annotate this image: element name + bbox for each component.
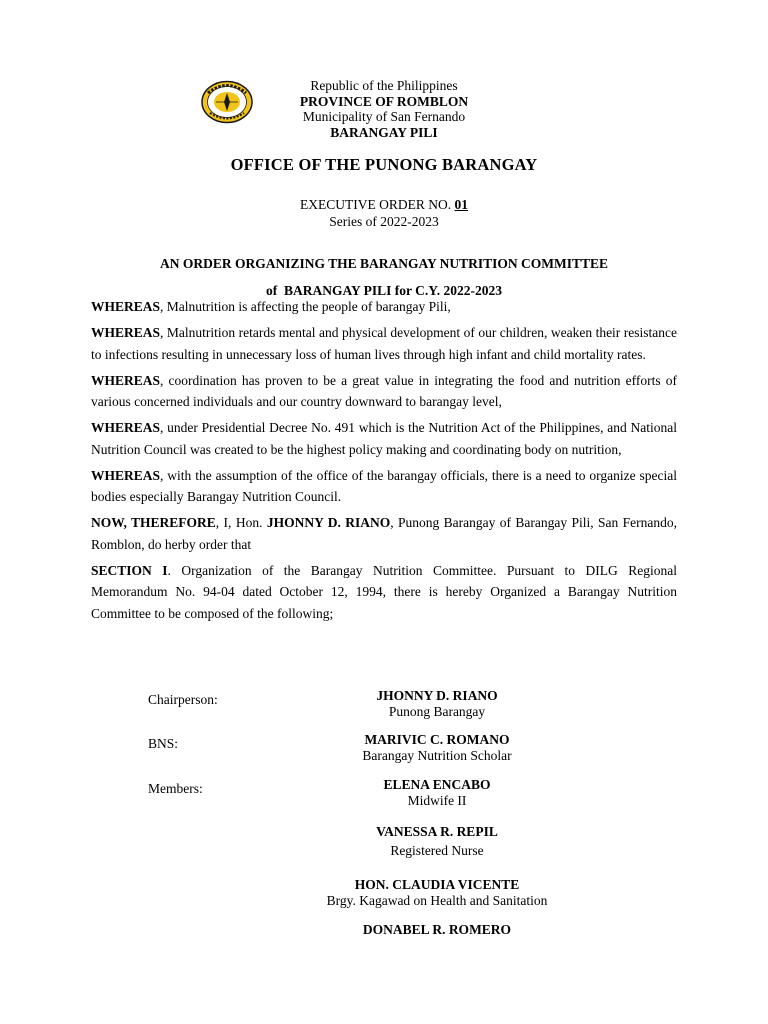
whereas-paragraph <box>91 417 677 460</box>
executive-order-number-line <box>0 196 768 213</box>
paragraph-lead: WHEREAS <box>91 299 161 314</box>
paragraph-lead: WHEREAS <box>91 467 161 483</box>
members-label: Members: <box>148 781 203 796</box>
executive-order-heading <box>0 196 768 230</box>
executive-order-number: 01 <box>454 197 468 212</box>
executive-order-series: Series of 2022-2023 <box>329 214 439 229</box>
whereas-paragraph <box>91 370 677 413</box>
member-name: ELENA ENCABO <box>383 777 491 792</box>
committee-member <box>287 877 587 909</box>
paragraph-text: , with the assumption of the office of the barangay officials, there is a need to organize special bodies especially Barangay Nutrition Council. <box>91 467 677 504</box>
whereas-paragraph <box>91 296 677 318</box>
office-title: OFFICE OF THE PUNONG BARANGAY <box>230 155 538 174</box>
member-name: DONABEL R. ROMERO <box>362 922 512 937</box>
order-body <box>91 296 677 629</box>
bns-label: BNS: <box>148 736 179 751</box>
paragraph-text: , coordination has proven to be a great value in integrating the food and nutrition efforts of various concerned individuals and our country downward to barangay level, <box>91 372 677 409</box>
member-title: Midwife II <box>407 793 467 808</box>
member-title: Registered Nurse <box>390 843 484 858</box>
member-title: Brgy. Kagawad on Health and Sanitation <box>326 893 548 908</box>
barangay-line: BARANGAY PILI <box>330 124 438 140</box>
committee-member <box>287 732 587 764</box>
republic-line: Republic of the Philippines <box>310 78 458 93</box>
punong-barangay-name: JHONNY D. RIANO <box>266 515 391 530</box>
order-title-line-1: AN ORDER ORGANIZING THE BARANGAY NUTRITION COMMITTEE <box>159 256 609 271</box>
order-title-line-2: of BARANGAY PILI for C.Y. 2022-2023 <box>265 283 502 298</box>
paragraph-text: , Punong Barangay of Barangay Pili, San Fernando, Romblon, do herby order that <box>91 515 678 552</box>
paragraph-text: , Malnutrition is affecting the people of barangay Pili, <box>160 299 451 314</box>
paragraph-text: , I, Hon. <box>215 515 267 530</box>
letterhead <box>234 78 534 140</box>
member-name: VANESSA R. REPIL <box>376 824 498 839</box>
paragraph-lead: WHEREAS <box>91 372 161 388</box>
paragraph-lead: WHEREAS <box>91 420 161 435</box>
chairperson-label: Chairperson: <box>148 692 218 707</box>
committee-member <box>287 824 587 859</box>
province-line: PROVINCE OF ROMBLON <box>299 93 469 109</box>
paragraph-lead: NOW, THEREFORE <box>91 515 216 530</box>
executive-order-label: EXECUTIVE ORDER NO. <box>300 197 455 212</box>
member-title: Barangay Nutrition Scholar <box>362 748 512 763</box>
paragraph-text: , Malnutrition retards mental and physical development of our children, weaken their resistance to infections resulting in unnecessary loss of human lives through high infant and child mortality rates. <box>91 325 677 362</box>
section-text: . Organization of the Barangay Nutrition Committee. Pursuant to DILG Regional Memorandum No. 94-04 dated October 12, 1994, there is hereby Organized a Barangay Nutrition Committee to be composed of the following; <box>91 562 677 621</box>
whereas-paragraph <box>91 465 677 508</box>
now-therefore-paragraph <box>91 512 677 555</box>
committee-member <box>287 922 587 938</box>
member-name: HON. CLAUDIA VICENTE <box>354 877 520 892</box>
paragraph-lead: WHEREAS <box>91 325 161 340</box>
section-lead: SECTION I <box>91 562 168 578</box>
member-name: JHONNY D. RIANO <box>376 688 498 703</box>
paragraph-text: , under Presidential Decree No. 491 which is the Nutrition Act of the Philippines, and National Nutrition Council was created to be the highest policy making and coordinating body on nutrition, <box>91 420 677 457</box>
municipality-line: Municipality of San Fernando <box>302 109 466 124</box>
committee-member <box>287 777 587 809</box>
member-name: MARIVIC C. ROMANO <box>364 732 510 747</box>
section-paragraph <box>91 560 677 625</box>
whereas-paragraph <box>91 322 677 365</box>
member-title: Punong Barangay <box>388 704 486 719</box>
committee-member <box>287 688 587 720</box>
